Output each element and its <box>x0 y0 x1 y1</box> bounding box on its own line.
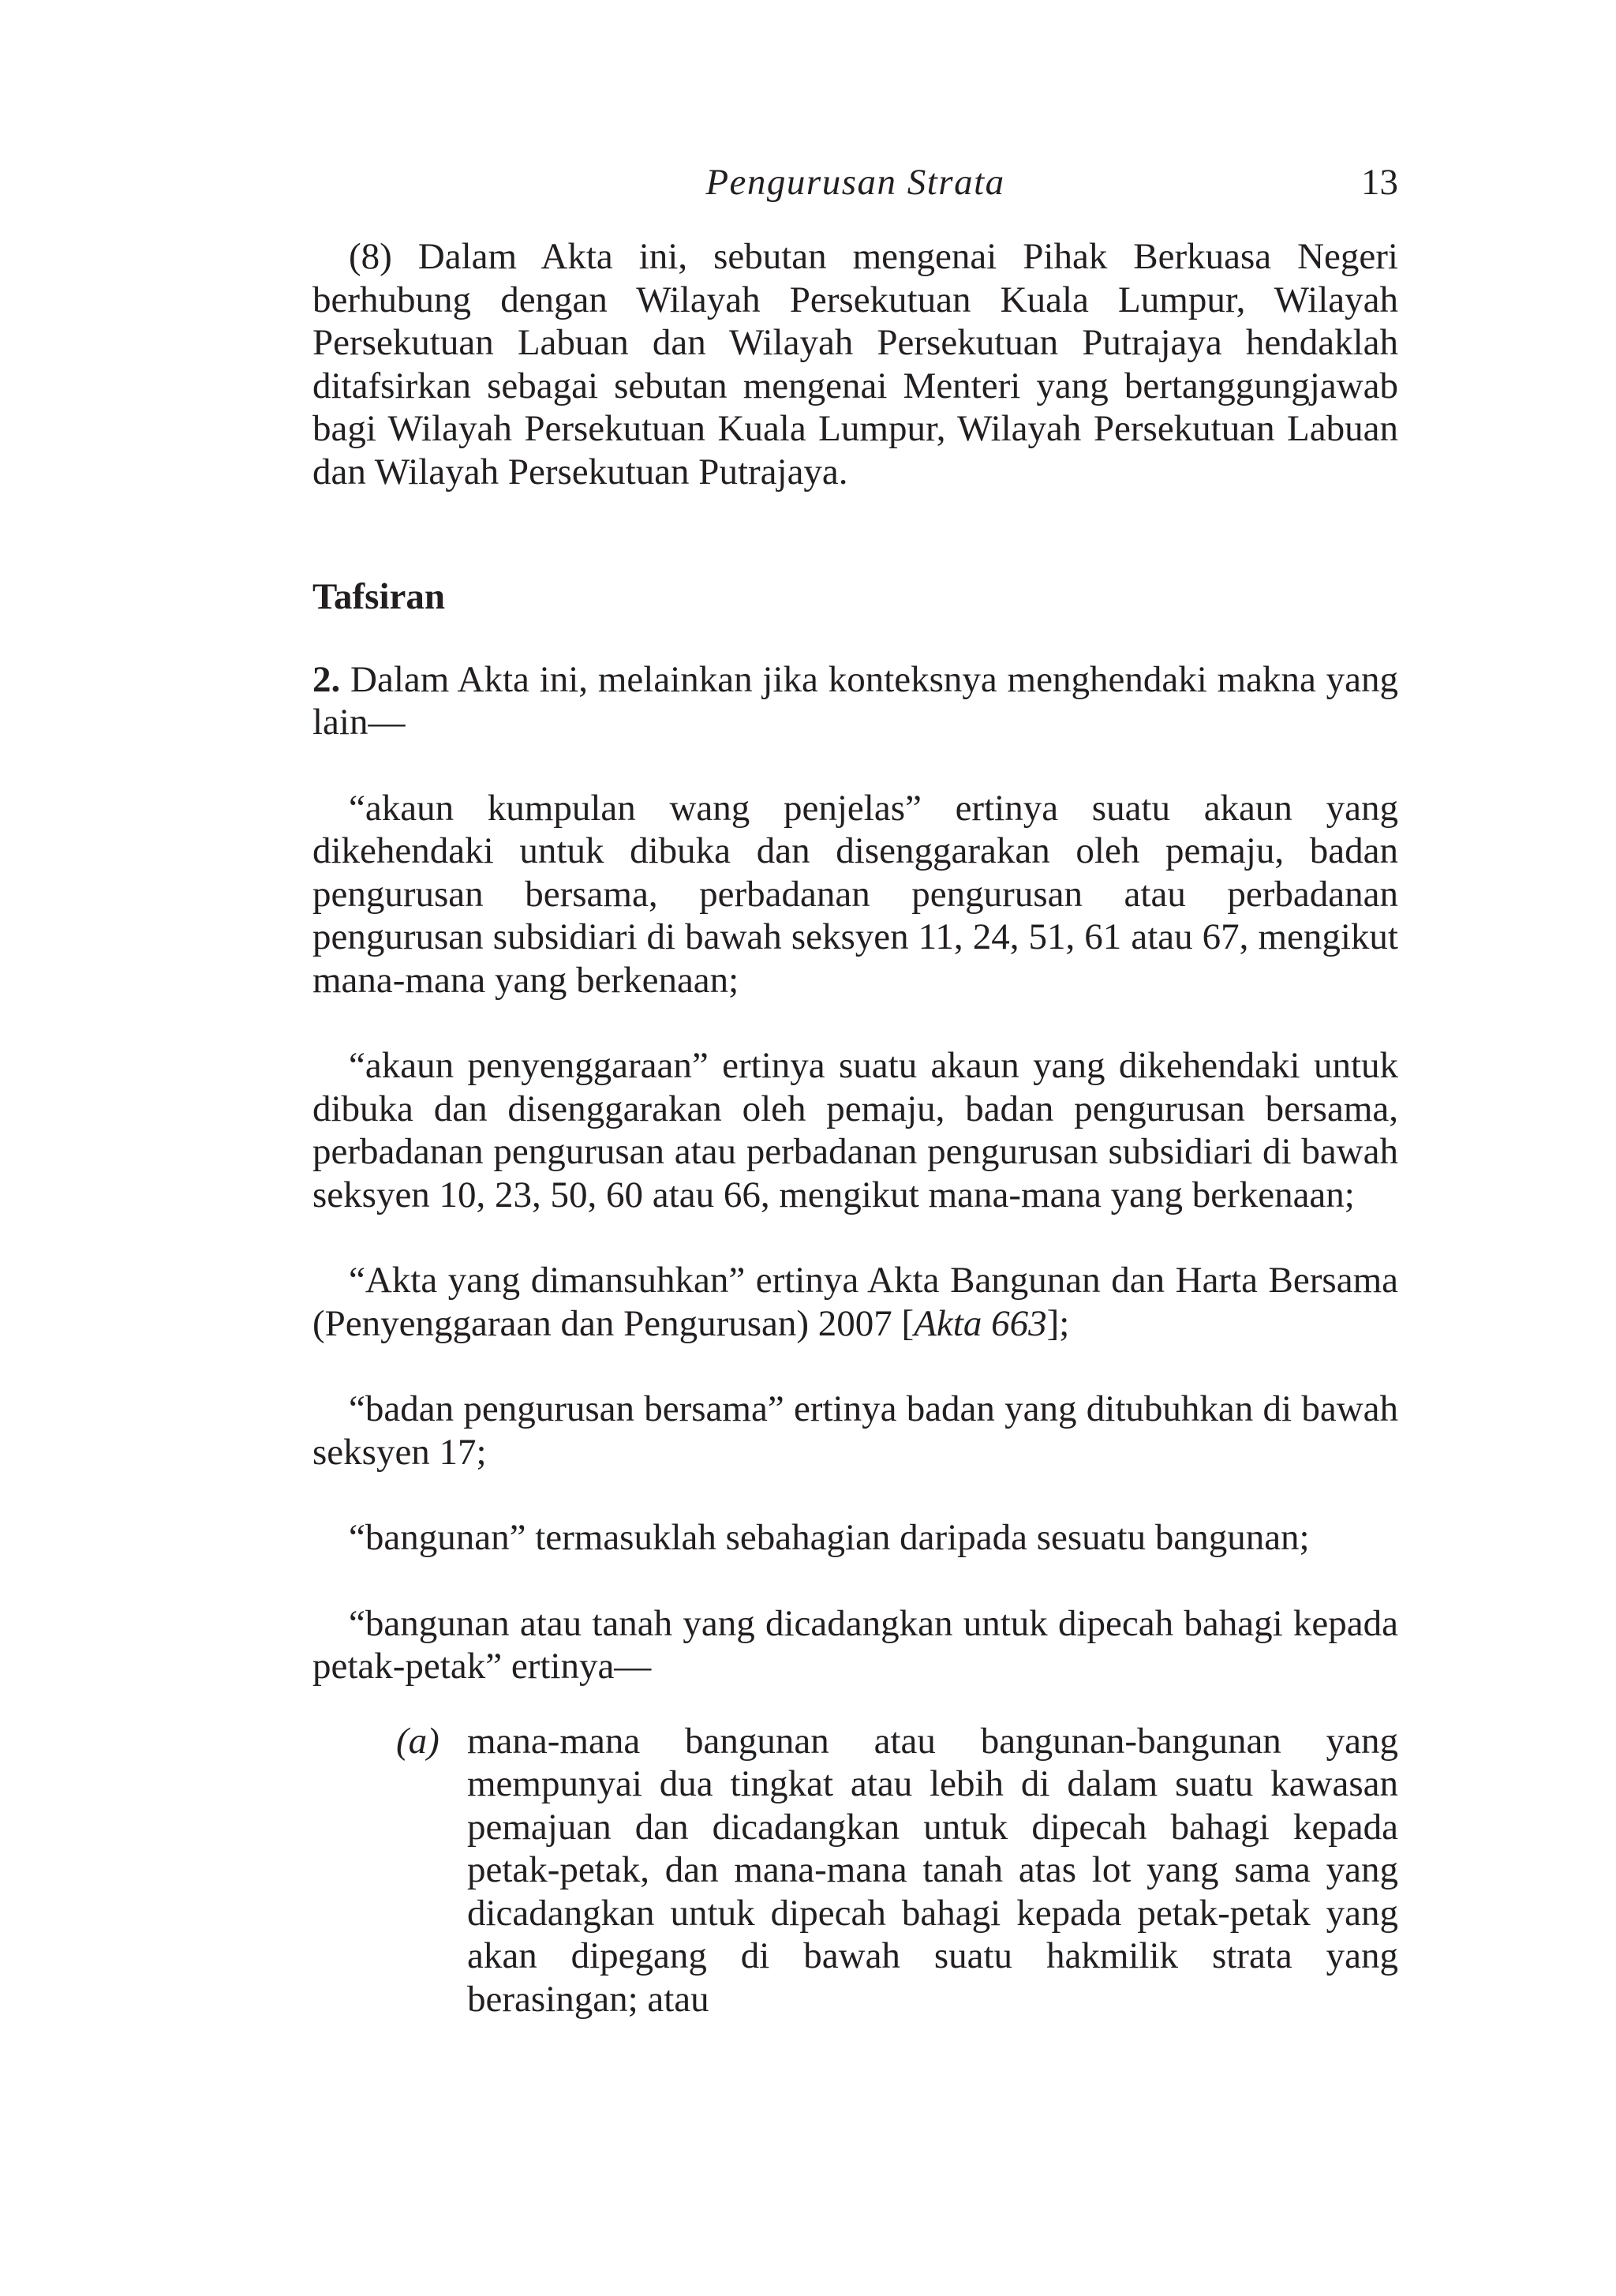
section-number: 2. <box>312 658 341 700</box>
definition-akta-text: “Akta yang dimansuhkan” ertinya Akta Bangunan dan Harta Bersama (Penyenggaraan dan Pengurusan) 2007 [ <box>312 1260 1398 1344</box>
page-header <box>312 155 1398 210</box>
definition-akta-dimansuhkan <box>312 1259 1398 1345</box>
section-heading: Tafsiran <box>312 576 446 617</box>
subsection-8: (8) Dalam Akta ini, sebutan mengenai Pihak Berkuasa Negeri berhubung dengan Wilayah Persekutuan Kuala Lumpur, Wilayah Persekutuan Labuan dan Wilayah Persekutuan Putrajaya hendaklah ditafsirkan sebagai sebutan mengenai Menteri yang bertanggungjawab bagi Wilayah Persekutuan Kuala Lumpur, Wilayah Persekutuan Labuan dan Wilayah Persekutuan Putrajaya. <box>312 236 1398 493</box>
document-page <box>312 155 1398 2021</box>
definition-bangunan: “bangunan” termasuklah sebahagian daripada sesuatu bangunan; <box>349 1517 1310 1558</box>
definition-bangunan-atau-tanah: “bangunan atau tanah yang dicadangkan untuk dipecah bahagi kepada petak-petak” ertinya— <box>312 1602 1398 1687</box>
list-marker: (a) <box>396 1720 440 1762</box>
definition-badan-pengurusan-bersama: “badan pengurusan bersama” ertinya badan yang ditubuhkan di bawah seksyen 17; <box>312 1388 1398 1473</box>
page-number: 13 <box>1361 162 1398 203</box>
definition-akaun-penyenggaraan: “akaun penyenggaraan” ertinya suatu akaun yang dikehendaki untuk dibuka dan disenggarakan oleh pemaju, badan pengurusan bersama, perbadanan pengurusan atau perbadanan pengurusan subsidiari di bawah seksyen 10, 23, 50, 60 atau 66, mengikut mana-mana yang berkenaan; <box>312 1045 1398 1215</box>
act-reference: Akta 663 <box>914 1302 1047 1344</box>
running-title: Pengurusan Strata <box>705 162 1005 203</box>
section-2-intro <box>312 658 1398 744</box>
section-2-text: Dalam Akta ini, melainkan jika konteksnya menghendaki makna yang lain— <box>312 658 1398 743</box>
definition-akaun-kumpulan-wang-penjelas: “akaun kumpulan wang penjelas” ertinya suatu akaun yang dikehendaki untuk dibuka dan disenggarakan oleh pemaju, badan pengurusan bersama, perbadanan pengurusan atau perbadanan pengurusan subsidiari di bawah seksyen 11, 24, 51, 61 atau 67, mengikut mana-mana yang berkenaan; <box>312 787 1398 1001</box>
definition-akta-end: ]; <box>1046 1302 1070 1344</box>
list-item-a <box>312 1720 1398 2021</box>
list-item-text: mana-mana bangunan atau bangunan-bangunan yang mempunyai dua tingkat atau lebih di dalam suatu kawasan pemajuan dan dicadangkan untuk dipecah bahagi kepada petak-petak, dan mana-mana tanah atas lot yang sama yang dicadangkan untuk dipecah bahagi kepada petak-petak yang akan dipegang di bawah suatu hakmilik strata yang berasingan; atau <box>467 1720 1398 2020</box>
